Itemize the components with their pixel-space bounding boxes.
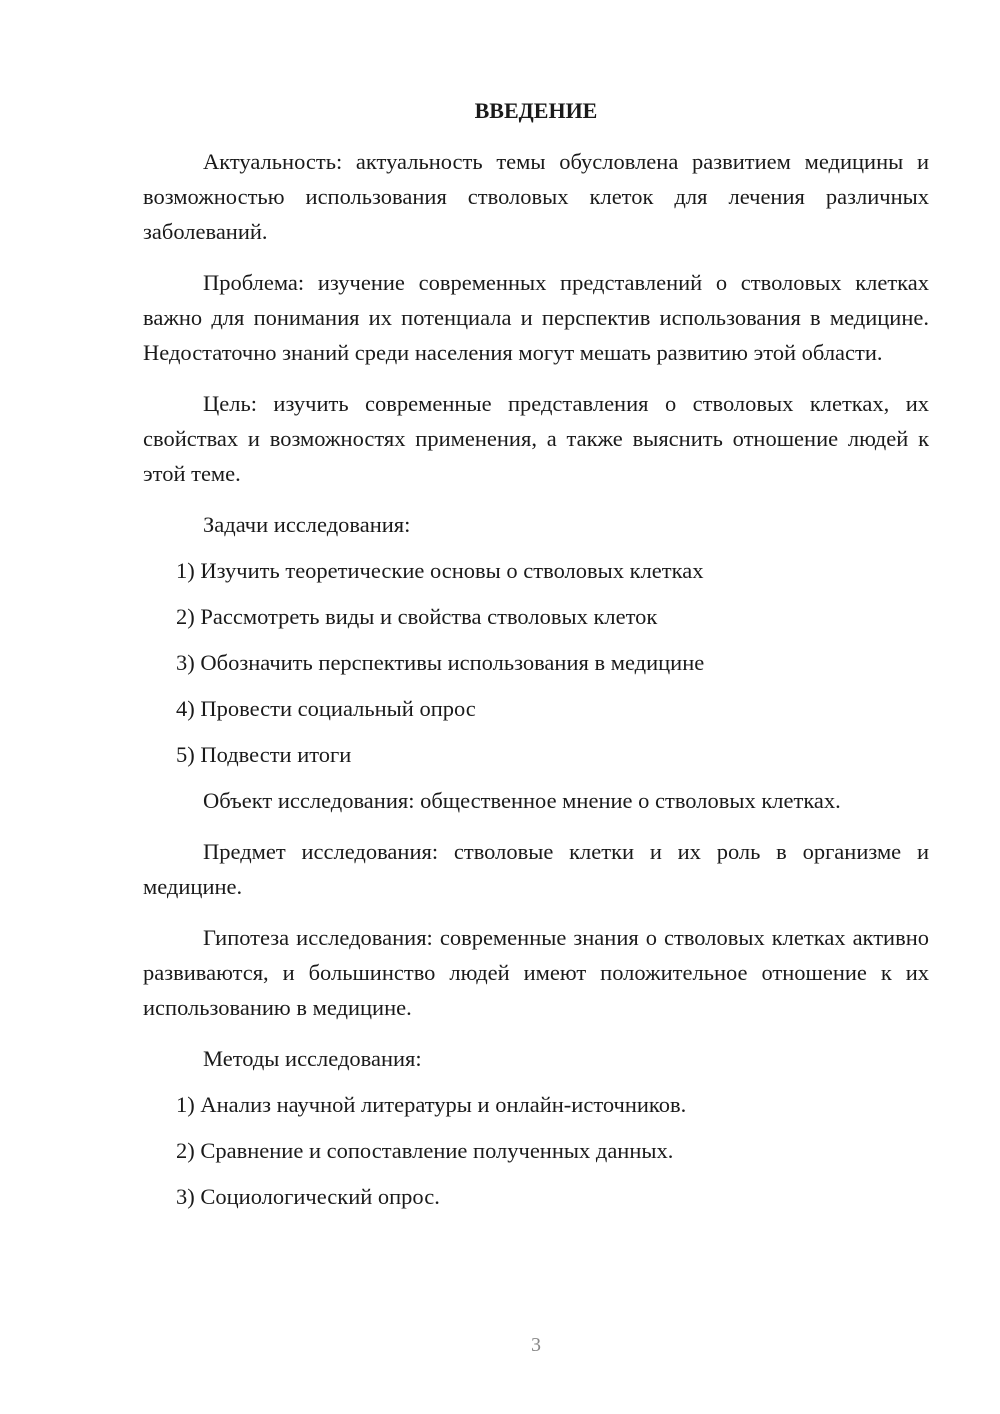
methods-heading: Методы исследования: (203, 1046, 422, 1071)
object-paragraph: Объект исследования: общественное мнение о стволовых клетках. (203, 788, 841, 813)
subject-paragraph: Предмет исследования: стволовые клетки и их роль в организме и медицине. (143, 839, 929, 899)
page-number: 3 (531, 1334, 541, 1356)
methods-list (143, 1087, 929, 1214)
hypothesis-paragraph: Гипотеза исследования: современные знания о стволовых клетках активно развиваются, и большинство людей имеют положительное отношение к их использованию в медицине. (143, 925, 929, 1020)
tasks-heading: Задачи исследования: (203, 512, 411, 537)
tasks-list (143, 553, 929, 772)
problem-paragraph: Проблема: изучение современных представлений о стволовых клетках важно для понимания их потенциала и перспектив использования в медицине. Недостаточно знаний среди населения могут мешать развитию этой области. (143, 270, 929, 365)
list-item: 1) Изучить теоретические основы о стволовых клетках (176, 558, 704, 583)
list-item: 5) Подвести итоги (176, 742, 352, 767)
section-title: ВВЕДЕНИЕ (474, 98, 598, 123)
list-item: 2) Сравнение и сопоставление полученных данных. (176, 1138, 674, 1163)
list-item: 3) Социологический опрос. (176, 1184, 440, 1209)
list-item: 4) Провести социальный опрос (176, 696, 476, 721)
relevance-paragraph: Актуальность: актуальность темы обусловлена развитием медицины и возможностью использования стволовых клеток для лечения различных заболеваний. (143, 149, 929, 244)
goal-paragraph: Цель: изучить современные представления о стволовых клетках, их свойствах и возможностях применения, а также выяснить отношение людей к этой теме. (143, 391, 929, 486)
list-item: 1) Анализ научной литературы и онлайн-источников. (176, 1092, 687, 1117)
document-body (143, 94, 929, 1225)
list-item: 3) Обозначить перспективы использования в медицине (176, 650, 705, 675)
list-item: 2) Рассмотреть виды и свойства стволовых клеток (176, 604, 658, 629)
